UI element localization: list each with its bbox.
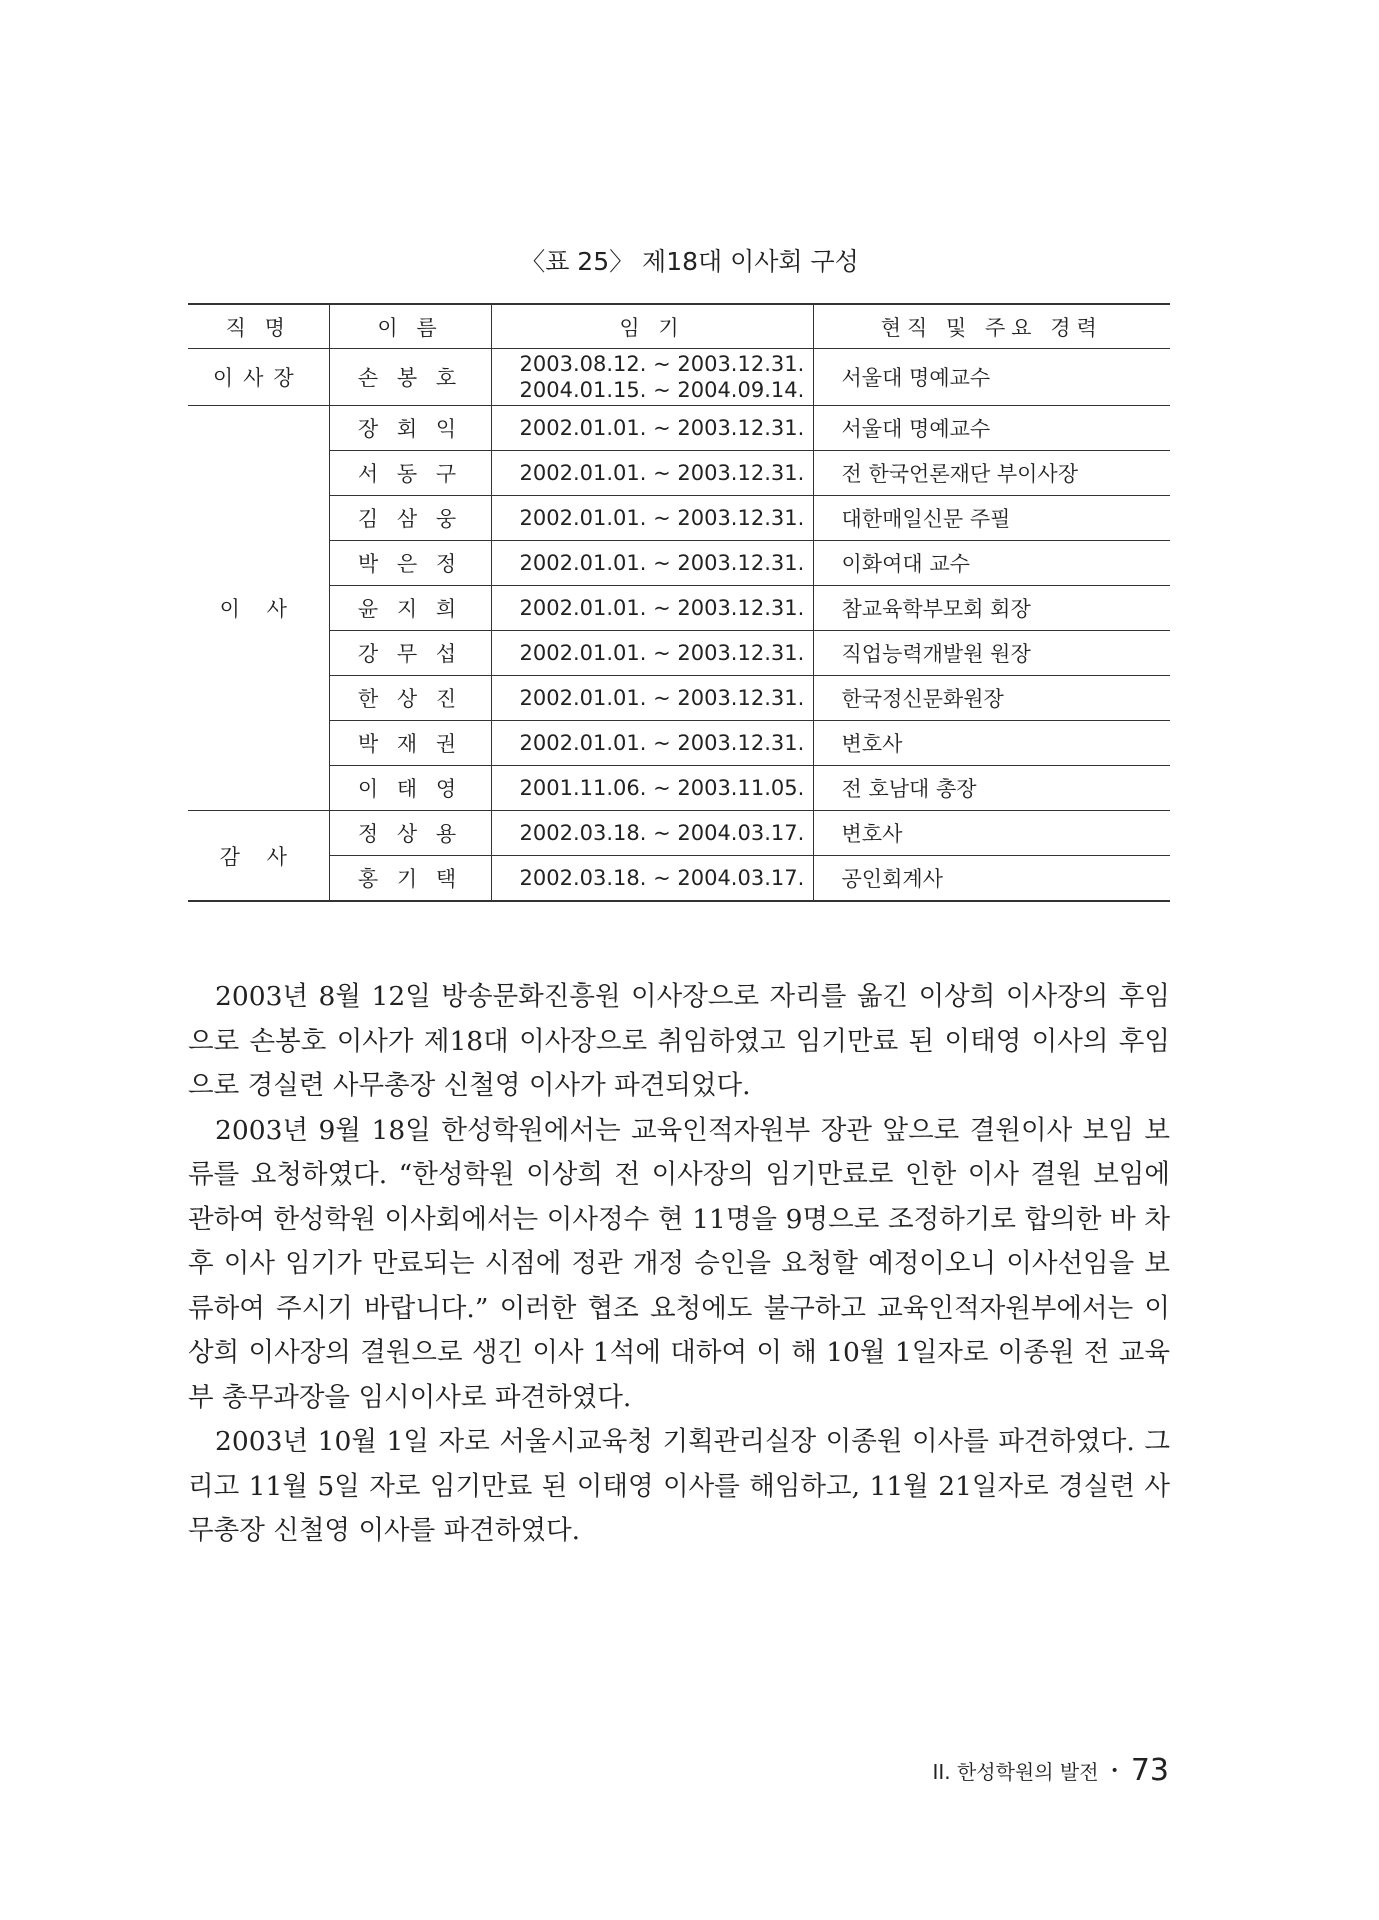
member-name: 한 상 진: [329, 676, 491, 721]
table-row: [188, 349, 1170, 406]
member-name: 정 상 용: [329, 811, 491, 856]
member-name: 서 동 구: [329, 451, 491, 496]
member-career: 직업능력개발원 원장: [813, 631, 1170, 676]
member-career: 서울대 명예교수: [813, 406, 1170, 451]
member-career: 변호사: [813, 811, 1170, 856]
member-career: 참교육학부모회 회장: [813, 586, 1170, 631]
table-row: [188, 496, 1170, 541]
member-career: 공인회계사: [813, 856, 1170, 902]
section-title: II. 한성학원의 발전: [932, 1760, 1099, 1784]
member-name: 김 삼 웅: [329, 496, 491, 541]
bullet-icon: •: [1110, 1762, 1119, 1779]
table-row: [188, 721, 1170, 766]
member-career: 대한매일신문 주필: [813, 496, 1170, 541]
member-term: 2002.03.18. ~ 2004.03.17.: [491, 856, 813, 902]
page-number: 73: [1130, 1753, 1169, 1788]
member-career: 한국정신문화원장: [813, 676, 1170, 721]
member-term: 2002.01.01. ~ 2003.12.31.: [491, 541, 813, 586]
body-text: [188, 975, 1170, 1554]
table-caption: 〈표 25〉 제18대 이사회 구성: [520, 247, 859, 276]
member-term: 2002.01.01. ~ 2003.12.31.: [491, 406, 813, 451]
member-name: 강 무 섭: [329, 631, 491, 676]
member-name: 박 은 정: [329, 541, 491, 586]
table-row: [188, 856, 1170, 902]
role-auditor: 감 사: [188, 811, 329, 902]
table-row: [188, 766, 1170, 811]
member-career: 서울대 명예교수: [813, 349, 1170, 406]
header-term: 임 기: [491, 304, 813, 349]
header-career: 현직 및 주요 경력: [813, 304, 1170, 349]
member-term: 2002.01.01. ~ 2003.12.31.: [491, 496, 813, 541]
member-term: 2002.01.01. ~ 2003.12.31.: [491, 586, 813, 631]
role-chair: 이사장: [188, 349, 329, 406]
member-name: 장 회 익: [329, 406, 491, 451]
member-term: 2002.03.18. ~ 2004.03.17.: [491, 811, 813, 856]
table-row: [188, 631, 1170, 676]
table-row: [188, 451, 1170, 496]
member-term: [491, 349, 813, 406]
table-row: [188, 541, 1170, 586]
member-name: 홍 기 택: [329, 856, 491, 902]
table-row: [188, 676, 1170, 721]
member-term: 2002.01.01. ~ 2003.12.31.: [491, 451, 813, 496]
page-footer: [932, 1753, 1169, 1788]
paragraph: 2003년 8월 12일 방송문화진흥원 이사장으로 자리를 옮긴 이상희 이사장의 후임으로 손봉호 이사가 제18대 이사장으로 취임하였고 임기만료 된 이태영 이사의 후임으로 경실련 사무총장 신철영 이사가 파견되었다.: [188, 981, 1170, 1101]
member-term: 2001.11.06. ~ 2003.11.05.: [491, 766, 813, 811]
header-position: 직 명: [188, 304, 329, 349]
member-name: 이 태 영: [329, 766, 491, 811]
term-line: 2003.08.12. ~ 2003.12.31.: [519, 352, 805, 376]
table-row: [188, 811, 1170, 856]
table-row: [188, 586, 1170, 631]
table-row: [188, 406, 1170, 451]
member-name: 박 재 권: [329, 721, 491, 766]
member-term: 2002.01.01. ~ 2003.12.31.: [491, 631, 813, 676]
member-term: 2002.01.01. ~ 2003.12.31.: [491, 676, 813, 721]
term-line: 2004.01.15. ~ 2004.09.14.: [519, 378, 805, 402]
paragraph: 2003년 9월 18일 한성학원에서는 교육인적자원부 장관 앞으로 결원이사 보임 보류를 요청하였다. “한성학원 이상희 전 이사장의 임기만료로 인한 이사 결원 보임에 관하여 한성학원 이사회에서는 이사정수 현 11명을 9명으로 조정하기로 합의한 바 차후 이사 임기가 만료되는 시점에 정관 개정 승인을 요청할 예정이오니 이사선임을 보류하여 주시기 바랍니다.” 이러한 협조 요청에도 불구하고 교육인적자원부에서는 이상희 이사장의 결원으로 생긴 이사 1석에 대하여 이 해 10월 1일자로 이종원 전 교육부 총무과장을 임시이사로 파견하였다.: [188, 1114, 1170, 1413]
member-name: 손 봉 호: [329, 349, 491, 406]
member-name: 윤 지 희: [329, 586, 491, 631]
header-name: 이 름: [329, 304, 491, 349]
member-term: 2002.01.01. ~ 2003.12.31.: [491, 721, 813, 766]
paragraph: 2003년 10월 1일 자로 서울시교육청 기획관리실장 이종원 이사를 파견하였다. 그리고 11월 5일 자로 임기만료 된 이태영 이사를 해임하고, 11월 21일자로 경실련 사무총장 신철영 이사를 파견하였다.: [188, 1426, 1170, 1546]
table-header-row: [188, 304, 1170, 349]
member-career: 이화여대 교수: [813, 541, 1170, 586]
role-director: 이 사: [188, 406, 329, 811]
member-career: 변호사: [813, 721, 1170, 766]
board-composition-table: [188, 303, 1170, 902]
member-career: 전 호남대 총장: [813, 766, 1170, 811]
member-career: 전 한국언론재단 부이사장: [813, 451, 1170, 496]
